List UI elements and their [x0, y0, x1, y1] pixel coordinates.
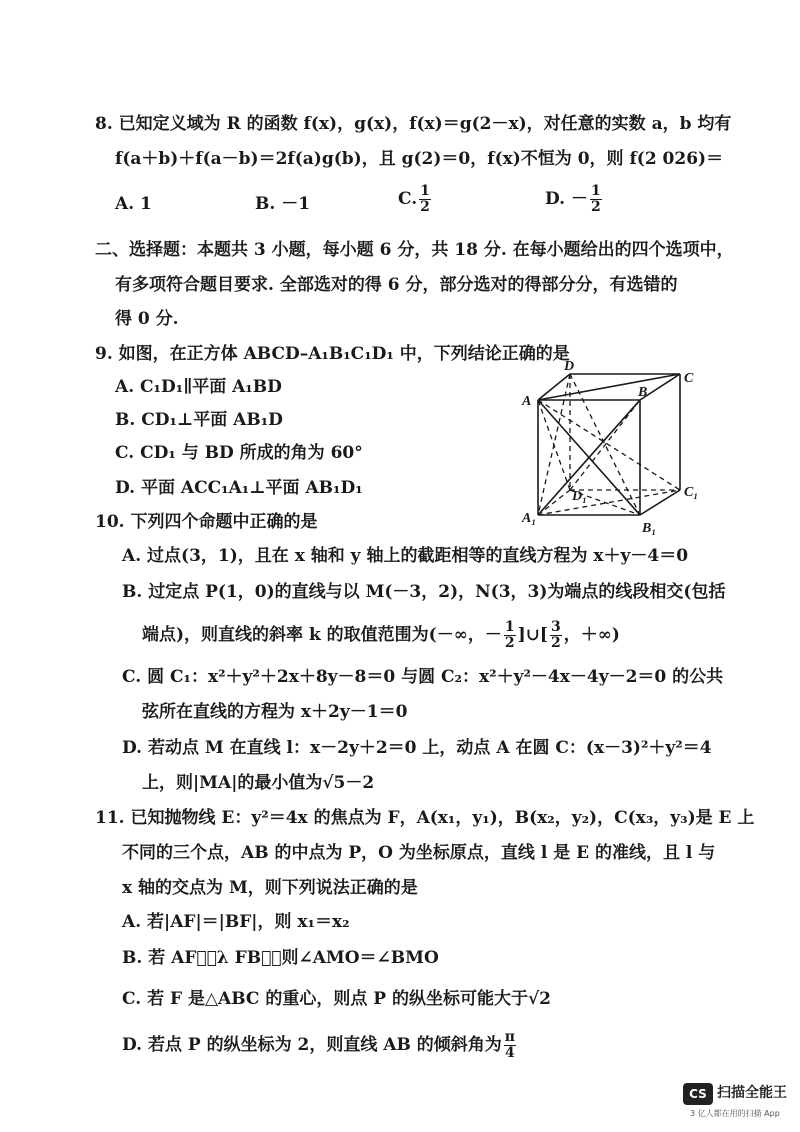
q10-b-interval1-open: (－∞，－: [428, 625, 502, 645]
cube-figure: [520, 360, 730, 540]
q8-line1: 8. 已知定义域为 R 的函数 f(x)，g(x)，f(x)＝g(2－x)，对任意的实数 a，b 均有: [95, 114, 732, 134]
q9-stem: 9. 如图，在正方体 ABCD–A₁B₁C₁D₁ 中，下列结论正确的是: [95, 344, 570, 364]
q10-b-text: 端点)，则直线的斜率 k 的取值范围为: [142, 625, 429, 645]
q11-option-d-den: 4: [505, 1045, 515, 1061]
label-d: D: [564, 360, 575, 374]
q8-option-a: A. 1: [115, 194, 152, 214]
q10-b-fraction2-num: 3: [550, 619, 561, 635]
q10-option-a: A. 过点(3，1)，且在 x 轴和 y 轴上的截距相等的直线方程为 x＋y－4＝0: [122, 546, 689, 566]
q10-option-d-line1: D. 若动点 M 在直线 l：x－2y＋2＝0 上，动点 A 在圆 C：(x－3)²＋y²＝4: [122, 738, 712, 758]
edge-b1c1: [640, 490, 680, 515]
q10-option-c-line2: 弦所在直线的方程为 x＋2y－1＝0: [142, 702, 408, 722]
hidden-diag-d1a: [538, 400, 570, 490]
q10-option-b-line1: B. 过定点 P(1，0)的直线与以 M(－3，2)，N(3，3)为端点的线段相交(包括: [122, 582, 726, 602]
watermark-brand: 扫描全能王: [717, 1085, 787, 1101]
label-a1: A₁: [522, 511, 537, 526]
q8-option-d-den: 2: [590, 199, 601, 215]
q10-b-interval1-close: ]∪[: [517, 625, 548, 645]
q10-option-b-line2: [142, 620, 620, 651]
section2-line1: 二、选择题：本题共 3 小题，每小题 6 分，共 18 分. 在每小题给出的四个选项中，: [95, 240, 734, 260]
label-b1: B₁: [642, 521, 657, 536]
q8-option-c: [398, 184, 433, 215]
q11-option-d: [122, 1030, 518, 1061]
section2-line3: 得 0 分.: [115, 309, 179, 329]
q11-line3: x 轴的交点为 M，则下列说法正确的是: [122, 878, 418, 898]
q9-option-b: B. CD₁⊥平面 AB₁D: [115, 410, 283, 430]
q9-option-d: D. 平面 ACC₁A₁⊥平面 AB₁D₁: [115, 478, 363, 498]
q9-option-c: C. CD₁ 与 BD 所成的角为 60°: [115, 443, 363, 463]
camscanner-logo-icon: CS: [683, 1083, 713, 1105]
q11-line2: 不同的三个点，AB 的中点为 P，O 为坐标原点，直线 l 是 E 的准线，且 l 与: [122, 843, 716, 863]
q8-option-c-fraction: [419, 184, 431, 215]
q11-option-d-num: π: [504, 1029, 515, 1045]
q8-line2: f(a＋b)＋f(a－b)＝2f(a)g(b)，且 g(2)＝0，f(x)不恒为 0，则 f(2 026)＝: [115, 149, 724, 169]
q10-b-fraction1-num: 1: [504, 619, 515, 635]
q10-b-fraction2: [550, 620, 562, 651]
q11-option-a: A. 若|AF|＝|BF|，则 x₁＝x₂: [122, 912, 350, 932]
q10-option-d-line2: 上，则|MA|的最小值为√5－2: [142, 773, 375, 793]
label-c1: C₁: [684, 485, 699, 500]
watermark-slogan: 3 亿人都在用的扫描 App: [690, 1109, 780, 1118]
label-d1: D₁: [572, 489, 587, 504]
q10-b-fraction1-den: 2: [504, 635, 515, 651]
q10-b-fraction2-den: 2: [550, 635, 561, 651]
q10-b-interval2-close: ，＋∞): [563, 625, 620, 645]
q8-option-c-den: 2: [420, 199, 430, 215]
q10-b-fraction1: [504, 620, 516, 651]
hidden-edge-a1d1: [538, 490, 570, 515]
label-c: C: [684, 371, 694, 386]
q8-option-d-fraction: [590, 184, 602, 215]
q8-option-d: [545, 184, 604, 215]
q11-option-d-fraction: [504, 1030, 516, 1061]
q8-option-c-num: 1: [420, 183, 430, 199]
q11-option-c: C. 若 F 是△ABC 的重心，则点 P 的纵坐标可能大于√2: [122, 989, 551, 1009]
q8-option-d-prefix: D. －: [545, 189, 588, 209]
q11-option-b: B. 若 AF⃗＝λ FB⃗，则∠AMO＝∠BMO: [122, 948, 439, 968]
hidden-diag-ac1: [538, 400, 680, 490]
q10-stem: 10. 下列四个命题中正确的是: [95, 512, 318, 532]
q9-option-a: A. C₁D₁∥平面 A₁BD: [115, 377, 282, 397]
q8-option-d-num: 1: [590, 183, 601, 199]
label-a: A: [522, 394, 532, 409]
label-b: B: [638, 385, 648, 400]
q11-option-d-text: D. 若点 P 的纵坐标为 2，则直线 AB 的倾斜角为: [122, 1035, 502, 1055]
q10-option-c-line1: C. 圆 C₁：x²＋y²＋2x＋8y－8＝0 与圆 C₂：x²＋y²－4x－4y－2＝0 的公共: [122, 667, 724, 687]
section2-line2: 有多项符合题目要求. 全部选对的得 6 分，部分选对的得部分分，有选错的: [115, 275, 678, 295]
q11-line1: 11. 已知抛物线 E：y²＝4x 的焦点为 F，A(x₁，y₁)，B(x₂，y₂)，C(x₃，y₃)是 E 上: [95, 808, 755, 828]
q8-option-c-prefix: C.: [398, 189, 418, 209]
q8-option-b: B. －1: [255, 194, 311, 214]
